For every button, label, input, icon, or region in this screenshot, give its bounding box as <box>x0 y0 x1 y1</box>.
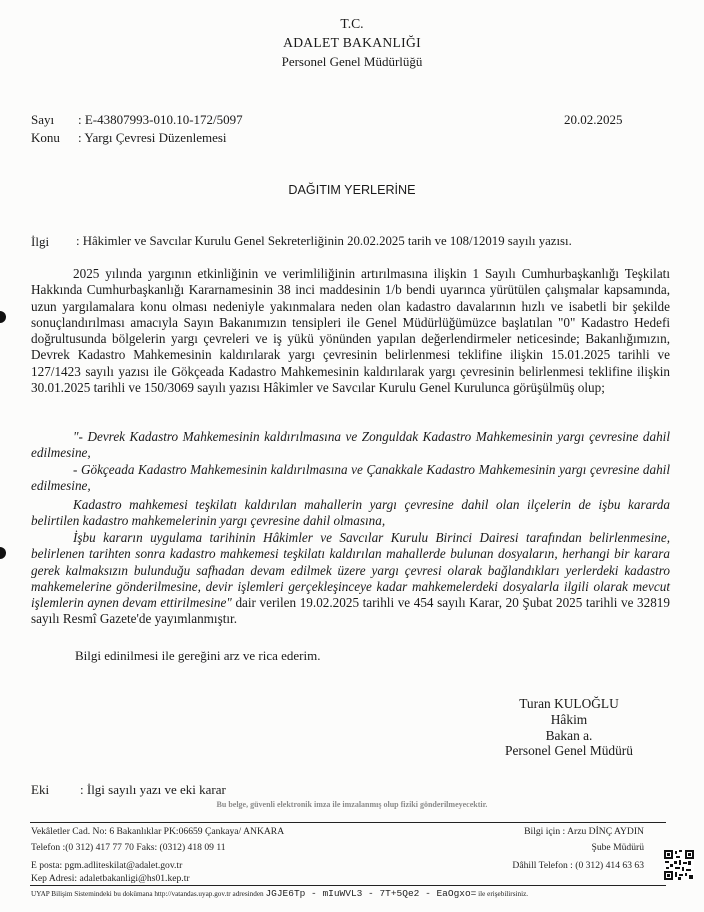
footer-phone: Telefon :(0 312) 417 77 70 Faks: (0312) 418 09 11 <box>31 842 226 853</box>
esign-note: Bu belge, güvenli elektronik imza ile imzalanmış olup fiziki gönderilmeyecektir. <box>216 800 488 809</box>
decision-item-jurisdiction: Kadastro mahkemesi teşkilatı kaldırılan mahallerin yargı çevresine dahil olan ilçelerin de işbu kararda belirtilen kadastro mahkemelerinin yargı çevresine dahil olmasına, <box>31 497 670 529</box>
attachment-label: Eki <box>31 782 50 797</box>
closing-sentence: Bilgi edinilmesi ile gereğini arz ve rica ederim. <box>75 648 321 663</box>
signer-title-2: Bakan a. <box>545 727 593 743</box>
signer-title-1: Hâkim <box>550 711 588 727</box>
decision-quote-text: İşbu kararın uygulama tarihinin Hâkimler ve Savcılar Kurulu Birinci Dairesi tarafından belirlenmesine, belirlenen tarihten sonra kadastro mahkemesi teşkilatı kaldırılan mahallerde bulunan dosyaların, herhangi bir karara gerek kalmaksızın bulunduğu safhadan devam edilmek üzere yargı çevresi olarak bağlandıkları yerlerdeki kadastro mahkemelerine gönderilmesine, devir işlemleri gerçekleşinceye kadar mahkemelerdeki dosyalarla ilgili olarak mevcut işlemlerin aynen devam ettirilmesine" <box>31 530 670 611</box>
footer-kep: Kep Adresi: adaletbakanligi@hs01.kep.tr <box>31 873 190 884</box>
uyap-suffix: ile erişebilirsiniz. <box>478 890 529 898</box>
body-paragraph-1: 2025 yılında yargının etkinliğinin ve verimliliğinin artırılmasına ilişkin 1 Sayılı Cumhurbaşkanlığı Teşkilatı Hakkında Cumhurbaşkanlığı Kararnamesinin 38 inci maddesinin 1/b bendi uyarınca yürütülen çalışmalar kapsamında, uzun yargılamalara konu olması nedeniyle yakınmalara neden olan kadastro davalarının hızlı ve isabetli bir şekilde sonuçlandırılması amacıyla Sayın Bakanımızın tensipleri ile Genel Müdürlüğümüzce başlatılan "0" Kadastro Hedefi doğrultusunda bölgelerin yargı çevreleri ve iş yükü yönünden yapılan değerlendirmeler neticesinde; Bakanlığımızın, Devrek Kadastro Mahkemesinin kaldırılarak yargı çevresinin belirlenmesi teklifine ilişkin 15.01.2025 tarihli ve 127/1423 sayılı yazısı ile Gökçeada Kadastro Mahkemesinin kaldırılarak yargı çevresinin belirlenmesi teklifine ilişkin 30.01.2025 tarihli ve 150/3069 sayılı yazısı Hâkimler ve Savcılar Kurulu Genel Kurulunca görüşülmüş olup; <box>31 266 670 396</box>
punch-hole-icon <box>0 547 6 559</box>
footer-email: E posta: pgm.adliteskilat@adalet.gov.tr <box>31 860 183 871</box>
decision-item-implementation <box>31 530 670 628</box>
footer-divider <box>30 822 666 823</box>
document-date: 20.02.2025 <box>564 112 623 127</box>
signer-title-3: Personel Genel Müdürü <box>505 743 633 759</box>
header-tc: T.C. <box>340 16 364 31</box>
decision-item-gokceada: - Gökçeada Kadastro Mahkemesinin kaldırılmasına ve Çanakkale Kadastro Mahkemesinin yargı çevresine dahil edilmesine, <box>31 462 670 494</box>
decision-reference-text: dair verilen 19.02.2025 tarihli ve 454 sayılı Karar, 20 Şubat 2025 tarihli ve 32819 sayılı Resmî Gazete'de yayımlanmıştır. <box>31 595 670 627</box>
ilgi-label: İlgi <box>31 234 50 249</box>
attachment-value: : İlgi sayılı yazı ve eki karar <box>80 782 226 797</box>
footer-contact-title: Şube Müdürü <box>591 842 644 853</box>
uyap-prefix: UYAP Bilişim Sistemindeki bu dokümana http://vatandas.uyap.gov.tr adresinden <box>31 890 264 898</box>
signature-block <box>494 696 644 759</box>
decision-item-devrek: "- Devrek Kadastro Mahkemesinin kaldırılmasına ve Zonguldak Kadastro Mahkemesinin yargı çevresine dahil edilmesine, <box>31 429 670 461</box>
footer-contact: Bilgi için : Arzu DİNÇ AYDIN <box>524 826 644 837</box>
punch-hole-icon <box>0 311 6 323</box>
addressee: DAĞITIM YERLERİNE <box>288 183 416 197</box>
footer-address: Vekâletler Cad. No: 6 Bakanlıklar PK:06659 Çankaya/ ANKARA <box>31 826 285 837</box>
uyap-access-code: JGJE6Tp - mIuWVL3 - 7T+5Qe2 - EaOgxo= <box>265 888 477 899</box>
signer-name: Turan KULOĞLU <box>519 696 619 711</box>
konu-value: : Yargı Çevresi Düzenlemesi <box>78 130 227 145</box>
uyap-access-line <box>31 888 671 899</box>
header-ministry: ADALET BAKANLIĞI <box>283 35 421 50</box>
qr-code-icon <box>664 850 694 880</box>
ilgi-value: : Hâkimler ve Savcılar Kurulu Genel Sekreterliğinin 20.02.2025 tarih ve 108/12019 sayılı yazısı. <box>76 234 572 248</box>
header-department: Personel Genel Müdürlüğü <box>281 54 423 69</box>
footer-internal-phone: Dâhill Telefon : (0 312) 414 63 63 <box>512 860 644 871</box>
footer-divider <box>30 885 666 886</box>
sayi-label: Sayı <box>31 112 55 127</box>
sayi-value: : E-43807993-010.10-172/5097 <box>78 112 243 127</box>
konu-label: Konu <box>31 130 60 145</box>
